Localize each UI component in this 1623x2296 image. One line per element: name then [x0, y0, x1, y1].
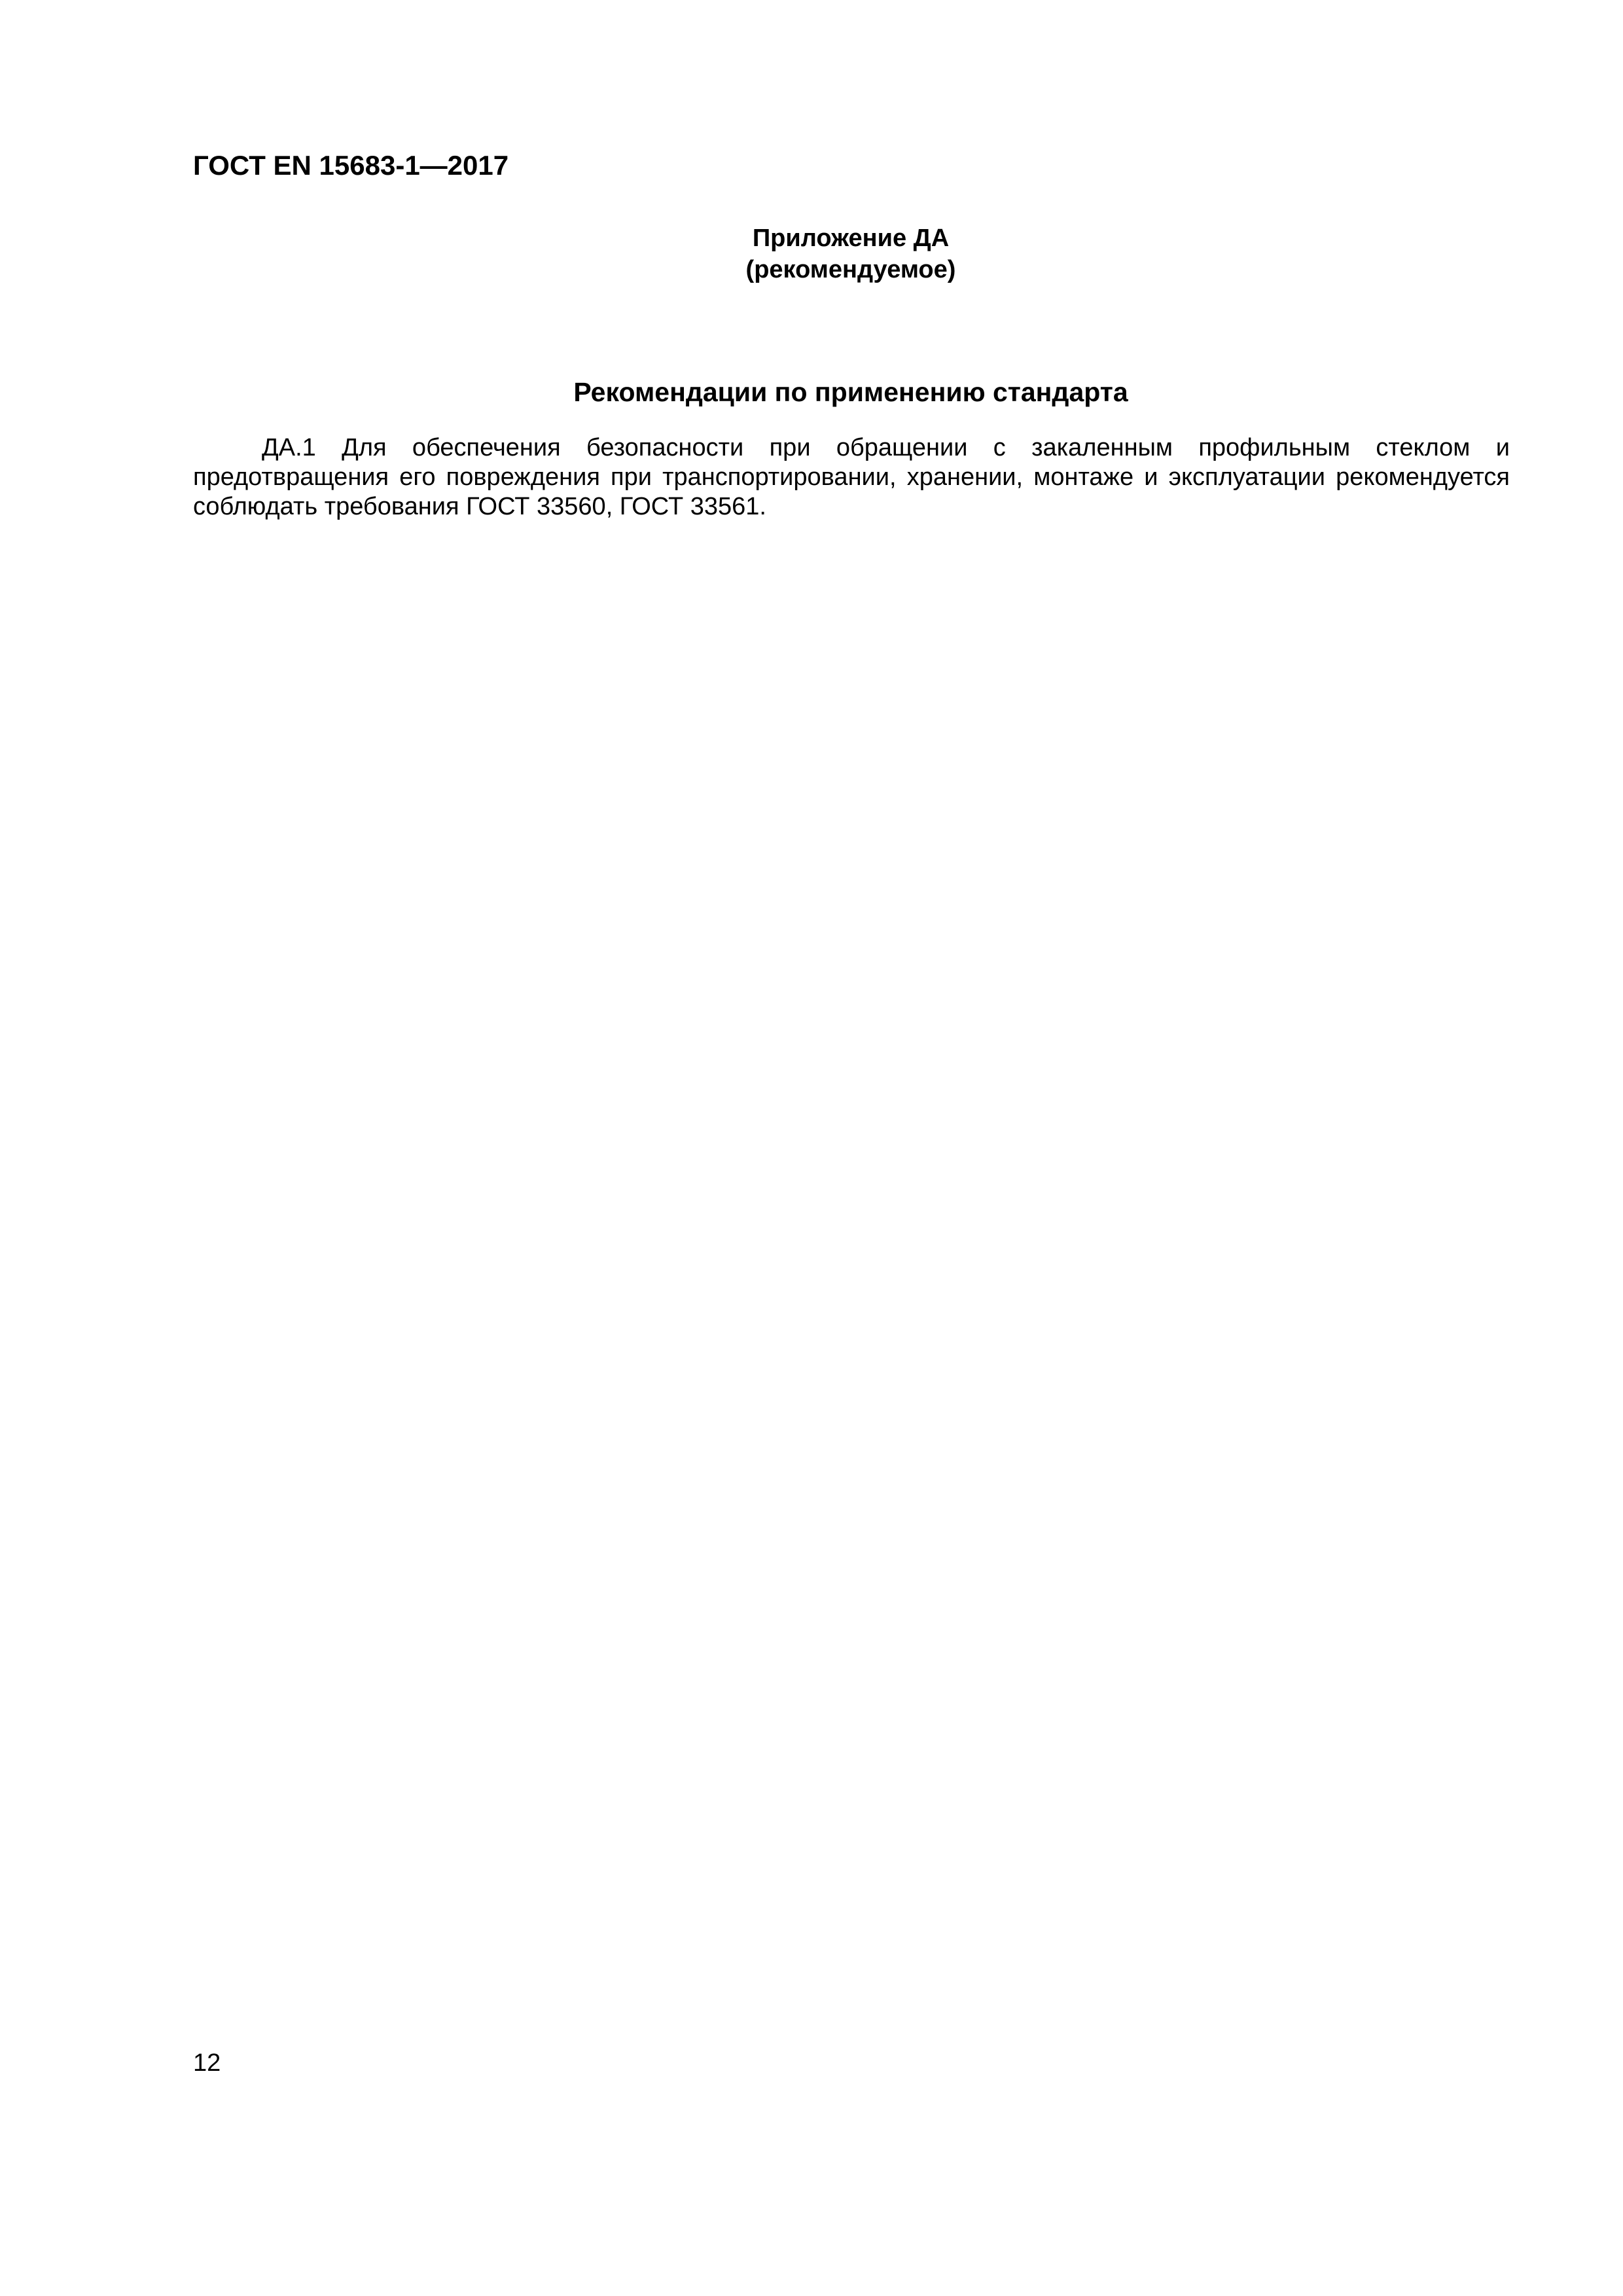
section-heading: Рекомендации по применению стандарта: [573, 377, 1128, 407]
appendix-status: (рекомендуемое): [745, 256, 956, 283]
appendix-caption: [0, 223, 1623, 285]
document-code: ГОСТ EN 15683-1—2017: [193, 150, 509, 181]
appendix-title: Приложение ДА: [752, 224, 950, 252]
page-number: 12: [193, 2049, 221, 2077]
body-paragraph: ДА.1 Для обеспечения безопасности при обращении с закаленным профильным стеклом и предотвращения его повреждения при транспортировании, хранении, монтаже и эксплуатации рекомендуется соблюдать требования ГОСТ 33560, ГОСТ 33561.: [193, 434, 1510, 520]
